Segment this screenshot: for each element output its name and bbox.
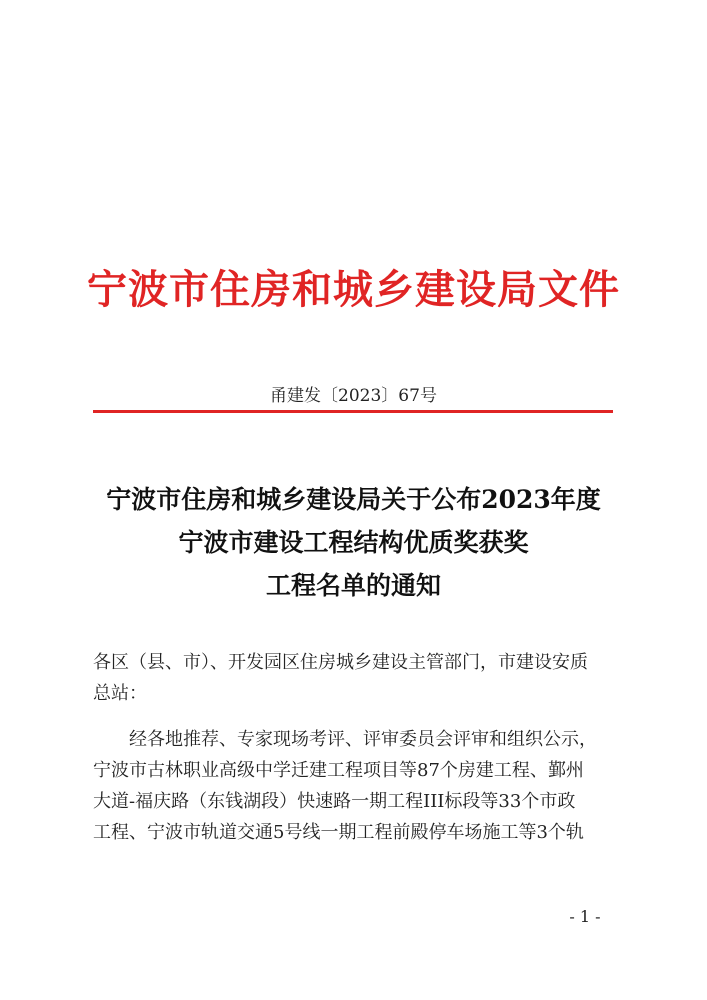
document-number: 甬建发〔2023〕67号: [270, 386, 437, 406]
notice-title-line-1: 宁波市住房和城乡建设局关于公布2023年度: [106, 485, 601, 514]
salutation-line-1: 各区（县、市）、开发园区住房城乡建设主管部门，市建设安质: [93, 652, 588, 673]
notice-title-line-2: 宁波市建设工程结构优质奖获奖: [178, 528, 529, 557]
body-line-3: 大道-福庆路（东钱湖段）快速路一期工程III标段等33个市政: [93, 791, 576, 812]
body-line-4: 工程、宁波市轨道交通5号线一期工程前殿停车场施工等3个轨: [93, 822, 584, 843]
body-line-2: 宁波市古林职业高级中学迁建工程项目等87个房建工程、鄞州: [93, 760, 584, 781]
agency-header-title: 宁波市住房和城乡建设局文件: [87, 266, 620, 313]
notice-title: [70, 478, 637, 607]
notice-title-line-3: 工程名单的通知: [265, 571, 441, 600]
red-divider-line: [93, 410, 613, 413]
page-number: - 1 -: [569, 907, 601, 926]
salutation-line-2: 总站：: [93, 683, 147, 704]
body-paragraph: [93, 724, 617, 848]
body-line-1: 经各地推荐、专家现场考评、评审委员会评审和组织公示，: [129, 729, 597, 750]
salutation: [93, 647, 617, 709]
